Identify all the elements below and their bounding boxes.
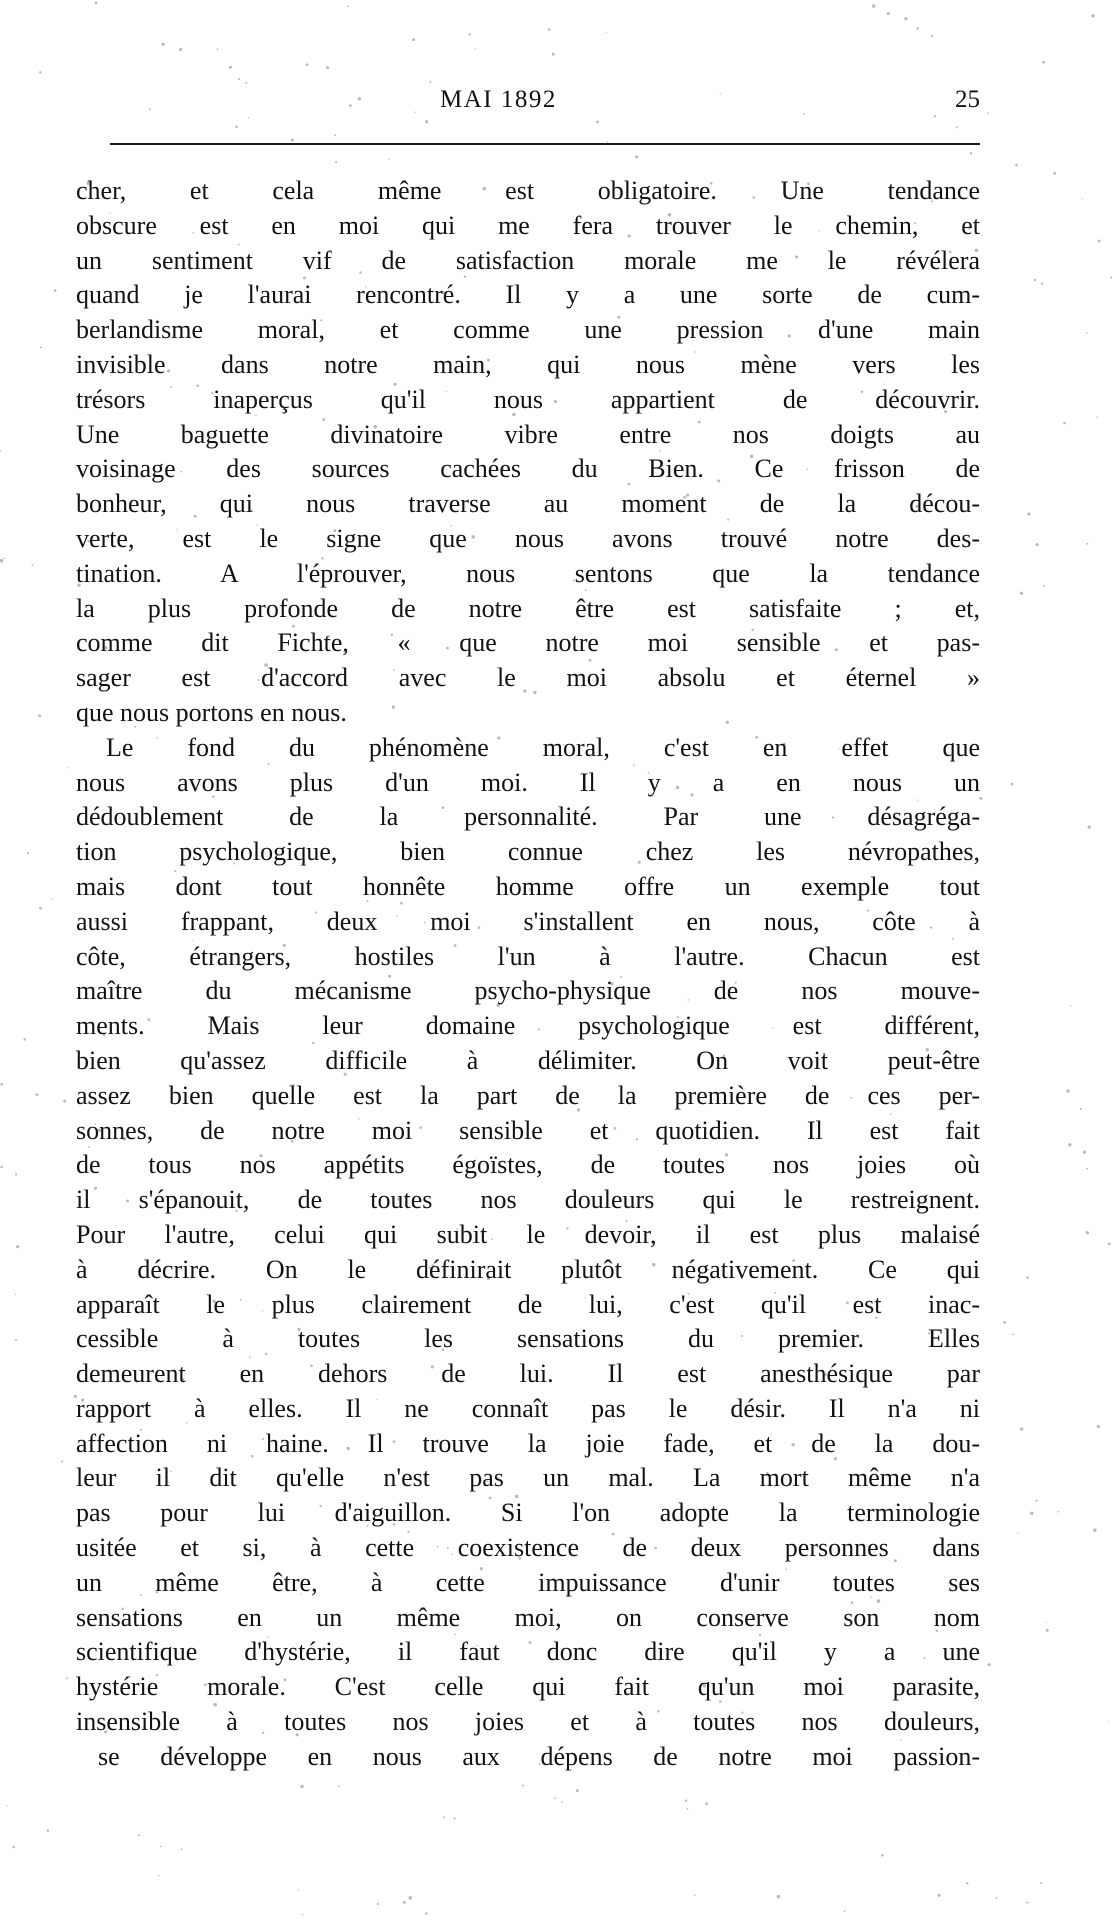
text-line: leur il dit qu'elle n'est pas un mal. La mort même n'a [76, 1463, 980, 1493]
scan-speckle [1066, 1089, 1069, 1092]
scan-speckle [179, 48, 182, 51]
scan-speckle [1070, 1005, 1071, 1006]
scan-speckle [552, 53, 555, 56]
scan-speckle [1020, 1427, 1023, 1430]
scan-speckle [61, 1460, 63, 1462]
text-line: Pour l'autre, celui qui subit le devoir, il est plus malaisé [76, 1219, 980, 1249]
scan-speckle [15, 1173, 17, 1175]
scan-speckle [777, 1895, 781, 1899]
text-line: verte, est le signe que nous avons trouvé notre des- [76, 523, 980, 553]
scan-speckle [1036, 543, 1039, 546]
text-line: maître du mécanisme psycho-physique de nos mouve- [76, 976, 980, 1006]
scan-speckle [0, 559, 3, 563]
text-line: hystérie morale. C'est celle qui fait qu'un moi parasite, [76, 1672, 980, 1702]
scan-speckle [1026, 1276, 1029, 1279]
text-line: tination. A l'éprouver, nous sentons que la tendance [76, 558, 980, 588]
scan-speckle [1086, 1168, 1088, 1170]
scan-speckle [844, 1911, 846, 1913]
scan-speckle [1086, 543, 1088, 545]
scan-speckle [1097, 1425, 1100, 1428]
scan-speckle [32, 564, 34, 566]
text-line: dédoublement de la personnalité. Par une désagréga- [76, 802, 980, 832]
scan-speckle [326, 66, 329, 69]
scan-speckle [475, 48, 476, 49]
scan-speckle [160, 1846, 162, 1848]
text-line: sager est d'accord avec le moi absolu et éternel » [76, 663, 980, 693]
text-line: Une baguette divinatoire vibre entre nos doigts au [76, 419, 980, 449]
scan-speckle [1093, 1528, 1096, 1531]
text-line: assez bien quelle est la part de la première de ces per- [76, 1080, 980, 1110]
text-line: côte, étrangers, hostiles l'un à l'autre. Chacun est [76, 941, 980, 971]
scan-speckle [1042, 61, 1045, 64]
scan-speckle [306, 63, 309, 66]
text-line: il s'épanouit, de toutes nos douleurs qui le restreignent. [76, 1185, 980, 1215]
scan-speckle [904, 17, 907, 20]
scan-speckle [1015, 164, 1018, 167]
text-line: se développe en nous aux dépens de notre moi passion- [98, 1741, 980, 1771]
paragraph-2 [76, 731, 980, 1775]
scan-speckle [162, 43, 165, 46]
scan-speckle [425, 1912, 428, 1915]
text-line: berlandisme moral, et comme une pression d'une main [76, 315, 980, 345]
scan-speckle [687, 1808, 689, 1810]
running-title: MAI 1892 [440, 86, 557, 113]
text-line: affection ni haine. Il trouve la joie fade, et de la dou- [76, 1428, 980, 1458]
text-line: à décrire. On le définirait plutôt négativement. Ce qui [76, 1254, 980, 1284]
scan-speckle [548, 28, 551, 31]
scan-speckle [468, 33, 470, 35]
text-line: un sentiment vif de satisfaction morale me le révélera [76, 245, 980, 275]
scan-speckle [0, 1166, 3, 1169]
scan-speckle [0, 1083, 3, 1086]
scan-speckle [138, 1834, 140, 1836]
scan-speckle [27, 852, 29, 854]
scan-speckle [66, 1677, 68, 1679]
scan-speckle [1041, 283, 1043, 285]
scan-speckle [1086, 332, 1088, 334]
scan-speckle [1035, 1500, 1037, 1502]
scan-speckle [1046, 1629, 1049, 1632]
body-text [76, 174, 980, 1775]
text-line: scientifique d'hystérie, il faut donc dire qu'il y a une [76, 1637, 980, 1667]
scan-speckle [1030, 1512, 1033, 1515]
text-line: voisinage des sources cachées du Bien. Ce frisson de [76, 454, 980, 484]
text-line: de tous nos appétits égoïstes, de toutes nos joies où [76, 1150, 980, 1180]
text-line: bien qu'assez difficile à délimiter. On voit peut-être [76, 1045, 980, 1075]
scan-speckle [1026, 1901, 1028, 1903]
scan-speckle [606, 32, 607, 33]
scan-speckle [158, 1875, 159, 1876]
scan-speckle [217, 48, 219, 50]
scan-speckle [996, 1897, 998, 1899]
scan-speckle [39, 71, 41, 73]
text-line: quand je l'aurai rencontré. Il y a une sorte de cum- [76, 280, 980, 310]
text-line: trésors inaperçus qu'il nous appartient de découvrir. [76, 384, 980, 414]
scan-speckle [52, 899, 53, 900]
scan-speckle [238, 78, 240, 80]
scan-speckle [887, 12, 890, 15]
scan-speckle [938, 1894, 941, 1897]
scan-speckle [39, 907, 42, 910]
scan-speckle [409, 1896, 413, 1900]
text-line: nous avons plus d'un moi. Il y a en nous un [76, 767, 980, 797]
scan-speckle [63, 1100, 66, 1103]
scan-speckle [23, 1038, 26, 1041]
scan-speckle [1045, 1621, 1046, 1622]
scan-speckle [15, 1339, 17, 1341]
scan-speckle [388, 158, 389, 159]
scan-speckle [403, 1901, 406, 1904]
scan-speckle [15, 1294, 16, 1295]
text-line: apparaît le plus clairement de lui, c'est qu'il est inac- [76, 1289, 980, 1319]
scan-speckle [1086, 1231, 1089, 1234]
scan-speckle [988, 1663, 991, 1666]
scan-speckle [54, 289, 57, 292]
running-head [110, 82, 980, 122]
scan-speckle [6, 1805, 7, 1806]
scan-speckle [40, 346, 42, 348]
scan-speckle [453, 1818, 455, 1820]
text-line: ments. Mais leur domaine psychologique est différent, [76, 1011, 980, 1041]
scan-speckle [635, 155, 638, 158]
scan-speckle [443, 1816, 445, 1818]
scan-speckle [12, 1846, 15, 1849]
scan-speckle [1011, 783, 1014, 786]
scan-speckle [576, 1789, 579, 1792]
scan-speckle [334, 134, 336, 136]
scan-speckle [522, 1785, 524, 1787]
scan-speckle [554, 1797, 556, 1799]
text-line: bonheur, qui nous traverse au moment de la décou- [76, 489, 980, 519]
scan-speckle [916, 27, 919, 30]
scan-speckle [1088, 825, 1091, 828]
text-line: sensations en un même moi, on conserve son nom [76, 1602, 980, 1632]
scan-speckle [291, 139, 294, 142]
scan-speckle [229, 66, 232, 69]
text-line: comme dit Fichte, « que notre moi sensible et pas- [76, 628, 980, 658]
scan-speckle [1091, 14, 1094, 17]
scan-speckle [36, 1093, 39, 1096]
scan-speckle [298, 1889, 299, 1890]
scan-speckle [685, 1799, 687, 1801]
scan-speckle [68, 767, 69, 768]
scan-speckle [881, 1854, 884, 1857]
scan-speckle [1108, 1721, 1109, 1722]
scan-speckle [302, 1914, 304, 1916]
scan-speckle [1040, 1882, 1042, 1884]
text-line: la plus profonde de notre être est satisfaite ; et, [76, 593, 980, 623]
scan-speckle [0, 451, 1, 452]
scan-speckle [1096, 416, 1098, 418]
scan-speckle [956, 126, 958, 128]
scan-speckle [38, 714, 41, 717]
scan-speckle [1043, 585, 1045, 587]
scan-speckle [1063, 422, 1066, 425]
text-line: invisible dans notre main, qui nous mène vers les [76, 349, 980, 379]
scan-speckle [338, 1785, 340, 1787]
scan-speckle [16, 1245, 19, 1248]
text-line: cessible à toutes les sensations du premier. Elles [76, 1324, 980, 1354]
scan-speckle [705, 1802, 708, 1805]
text-line: aussi frappant, deux moi s'installent en nous, côte à [76, 906, 980, 936]
scan-speckle [1020, 592, 1023, 595]
scan-speckle [1003, 1321, 1006, 1324]
scan-speckle [1108, 1242, 1111, 1245]
text-line: rapport à elles. Il ne connaît pas le désir. Il n'a ni [76, 1393, 980, 1423]
scan-speckle [1058, 1511, 1060, 1513]
scan-speckle [235, 126, 238, 129]
scan-speckle [931, 35, 933, 37]
scan-speckle [1068, 1143, 1071, 1146]
scan-speckle [4, 558, 5, 559]
text-line: un même être, à cette impuissance d'unir toutes ses [76, 1567, 980, 1597]
text-line: cher, et cela même est obligatoire. Une tendance [76, 176, 980, 205]
scan-speckle [562, 1801, 564, 1803]
scan-speckle [1012, 1333, 1014, 1335]
scan-speckle [1081, 198, 1082, 199]
scan-speckle [987, 112, 989, 114]
scan-speckle [1053, 172, 1056, 175]
text-line: tion psychologique, bien connue chez les névropathes, [76, 837, 980, 867]
scan-speckle [1080, 1108, 1082, 1110]
text-line: que nous portons en nous. [76, 697, 347, 727]
scan-speckle [966, 1882, 968, 1884]
scan-speckle [872, 4, 875, 7]
scan-speckle [694, 1895, 695, 1896]
text-line: insensible à toutes nos joies et à toutes nos douleurs, [76, 1707, 980, 1737]
scan-speckle [970, 152, 972, 154]
scan-speckle [1034, 279, 1036, 281]
scan-speckle [1098, 240, 1101, 243]
page-number: 25 [955, 86, 980, 113]
text-line: mais dont tout honnête homme offre un exemple tout [76, 871, 980, 901]
text-line: Le fond du phénomène moral, c'est en effet que [106, 732, 980, 762]
scan-speckle [412, 38, 415, 41]
scan-speckle [95, 1, 98, 4]
scan-speckle [347, 6, 349, 8]
scan-speckle [377, 1903, 379, 1905]
text-line: demeurent en dehors de lui. Il est anesthésique par [76, 1359, 980, 1389]
header-rule [110, 143, 980, 145]
scan-speckle [1027, 513, 1030, 516]
text-line: pas pour lui d'aiguillon. Si l'on adopte la terminologie [76, 1498, 980, 1528]
text-line: obscure est en moi qui me fera trouver le chemin, et [76, 210, 980, 240]
scan-speckle [335, 161, 337, 163]
scan-speckle [1083, 1151, 1086, 1154]
scan-speckle [181, 1848, 183, 1850]
scan-speckle [300, 1785, 303, 1788]
text-line: sonnes, de notre moi sensible et quotidien. Il est fait [76, 1115, 980, 1145]
scan-speckle [47, 1829, 50, 1832]
text-line: usitée et si, à cette coexistence de deux personnes dans [76, 1533, 980, 1563]
scan-speckle [1018, 1532, 1019, 1533]
paragraph-1 [76, 174, 980, 731]
